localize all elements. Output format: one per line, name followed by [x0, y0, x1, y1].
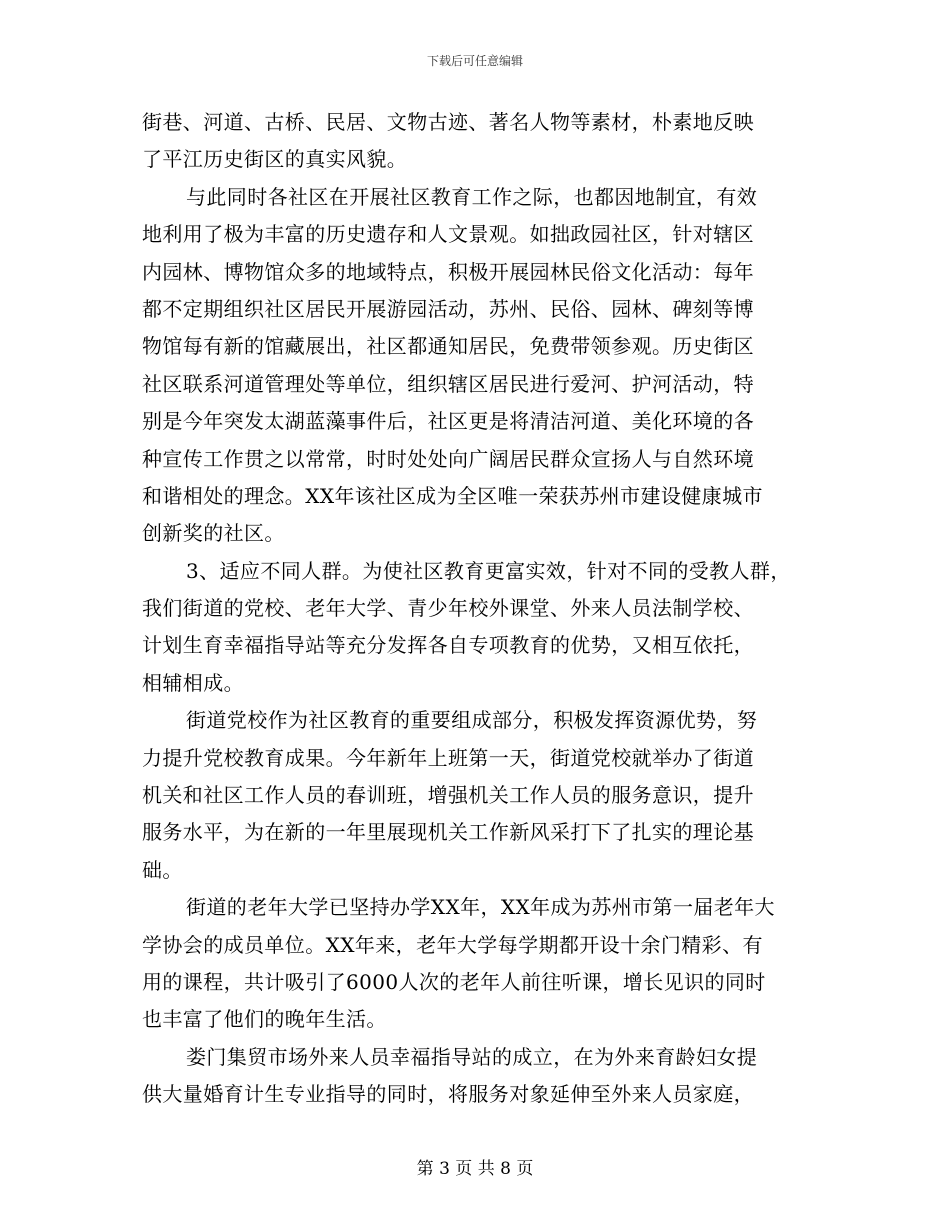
document-body: [142, 104, 822, 1114]
page-number: 第 3 页 共 8 页: [416, 1159, 534, 1179]
text-line: 街巷、河道、古桥、民居、文物古迹、著名人物等素材，朴素地反映: [142, 110, 754, 134]
page-header: 下载后可任意编辑: [426, 54, 523, 68]
text-line: 机关和社区工作人员的春训班，增强机关工作人员的服务意识，提升: [142, 783, 754, 808]
text-line: 学协会的成员单位。XX年来，老年大学每学期都开设十余门精彩、有: [142, 932, 763, 957]
text-line: 了平江历史街区的真实风貌。: [142, 147, 408, 172]
text-line: 相辅相成。: [142, 670, 244, 695]
text-line: 创新奖的社区。: [142, 521, 285, 546]
text-line: 种宣传工作贯之以常常，时时处处向广阔居民群众宣扬人与自然环境: [142, 446, 754, 471]
text-line: 用的课程，共计吸引了6000人次的老年人前往听课，增长见识的同时: [142, 969, 766, 994]
paragraph-first-line: 娄门集贸市场外来人员幸福指导站的成立，在为外来育龄妇女提: [186, 1044, 758, 1069]
paragraph-first-line: 街道的老年大学已坚持办学XX年，XX年成为苏州市第一届老年大: [186, 895, 775, 920]
text-line: 供大量婚育计生专业指导的同时，将服务对象延伸至外来人员家庭，: [142, 1082, 754, 1107]
text-line: 和谐相处的理念。XX年该社区成为全区唯一荣获苏州市建设健康城市: [142, 483, 763, 508]
text-line: 力提升党校教育成果。今年新年上班第一天，街道党校就举办了街道: [142, 745, 754, 770]
paragraph-first-line: 3、适应不同人群。为使社区教育更富实效，针对不同的受教人群，: [186, 558, 791, 583]
text-line: 地利用了极为丰富的历史遗存和人文景观。如拙政园社区，针对辖区: [142, 222, 754, 247]
text-line: 也丰富了他们的晚年生活。: [142, 1007, 387, 1032]
text-line: 我们街道的党校、老年大学、青少年校外课堂、外来人员法制学校、: [142, 596, 754, 621]
paragraph-first-line: 街道党校作为社区教育的重要组成部分，积极发挥资源优势，努: [186, 708, 758, 733]
text-line: 计划生育幸福指导站等充分发挥各自专项教育的优势，又相互依托，: [142, 633, 754, 658]
text-line: 内园林、博物馆众多的地域特点，积极开展园林民俗文化活动：每年: [142, 259, 754, 284]
text-line: 社区联系河道管理处等单位，组织辖区居民进行爱河、护河活动，特: [142, 371, 754, 396]
text-line: 物馆每有新的馆藏展出，社区都通知居民，免费带领参观。历史街区: [142, 334, 754, 359]
text-line: 别是今年突发太湖蓝藻事件后，社区更是将清洁河道、美化环境的各: [142, 409, 754, 434]
text-line: 都不定期组织社区居民开展游园活动，苏州、民俗、园林、碑刻等博: [142, 296, 754, 321]
text-line: 础。: [142, 857, 183, 882]
text-line: 服务水平，为在新的一年里展现机关工作新风采打下了扎实的理论基: [142, 820, 754, 845]
paragraph-first-line: 与此同时各社区在开展社区教育工作之际，也都因地制宜，有效: [186, 184, 758, 209]
